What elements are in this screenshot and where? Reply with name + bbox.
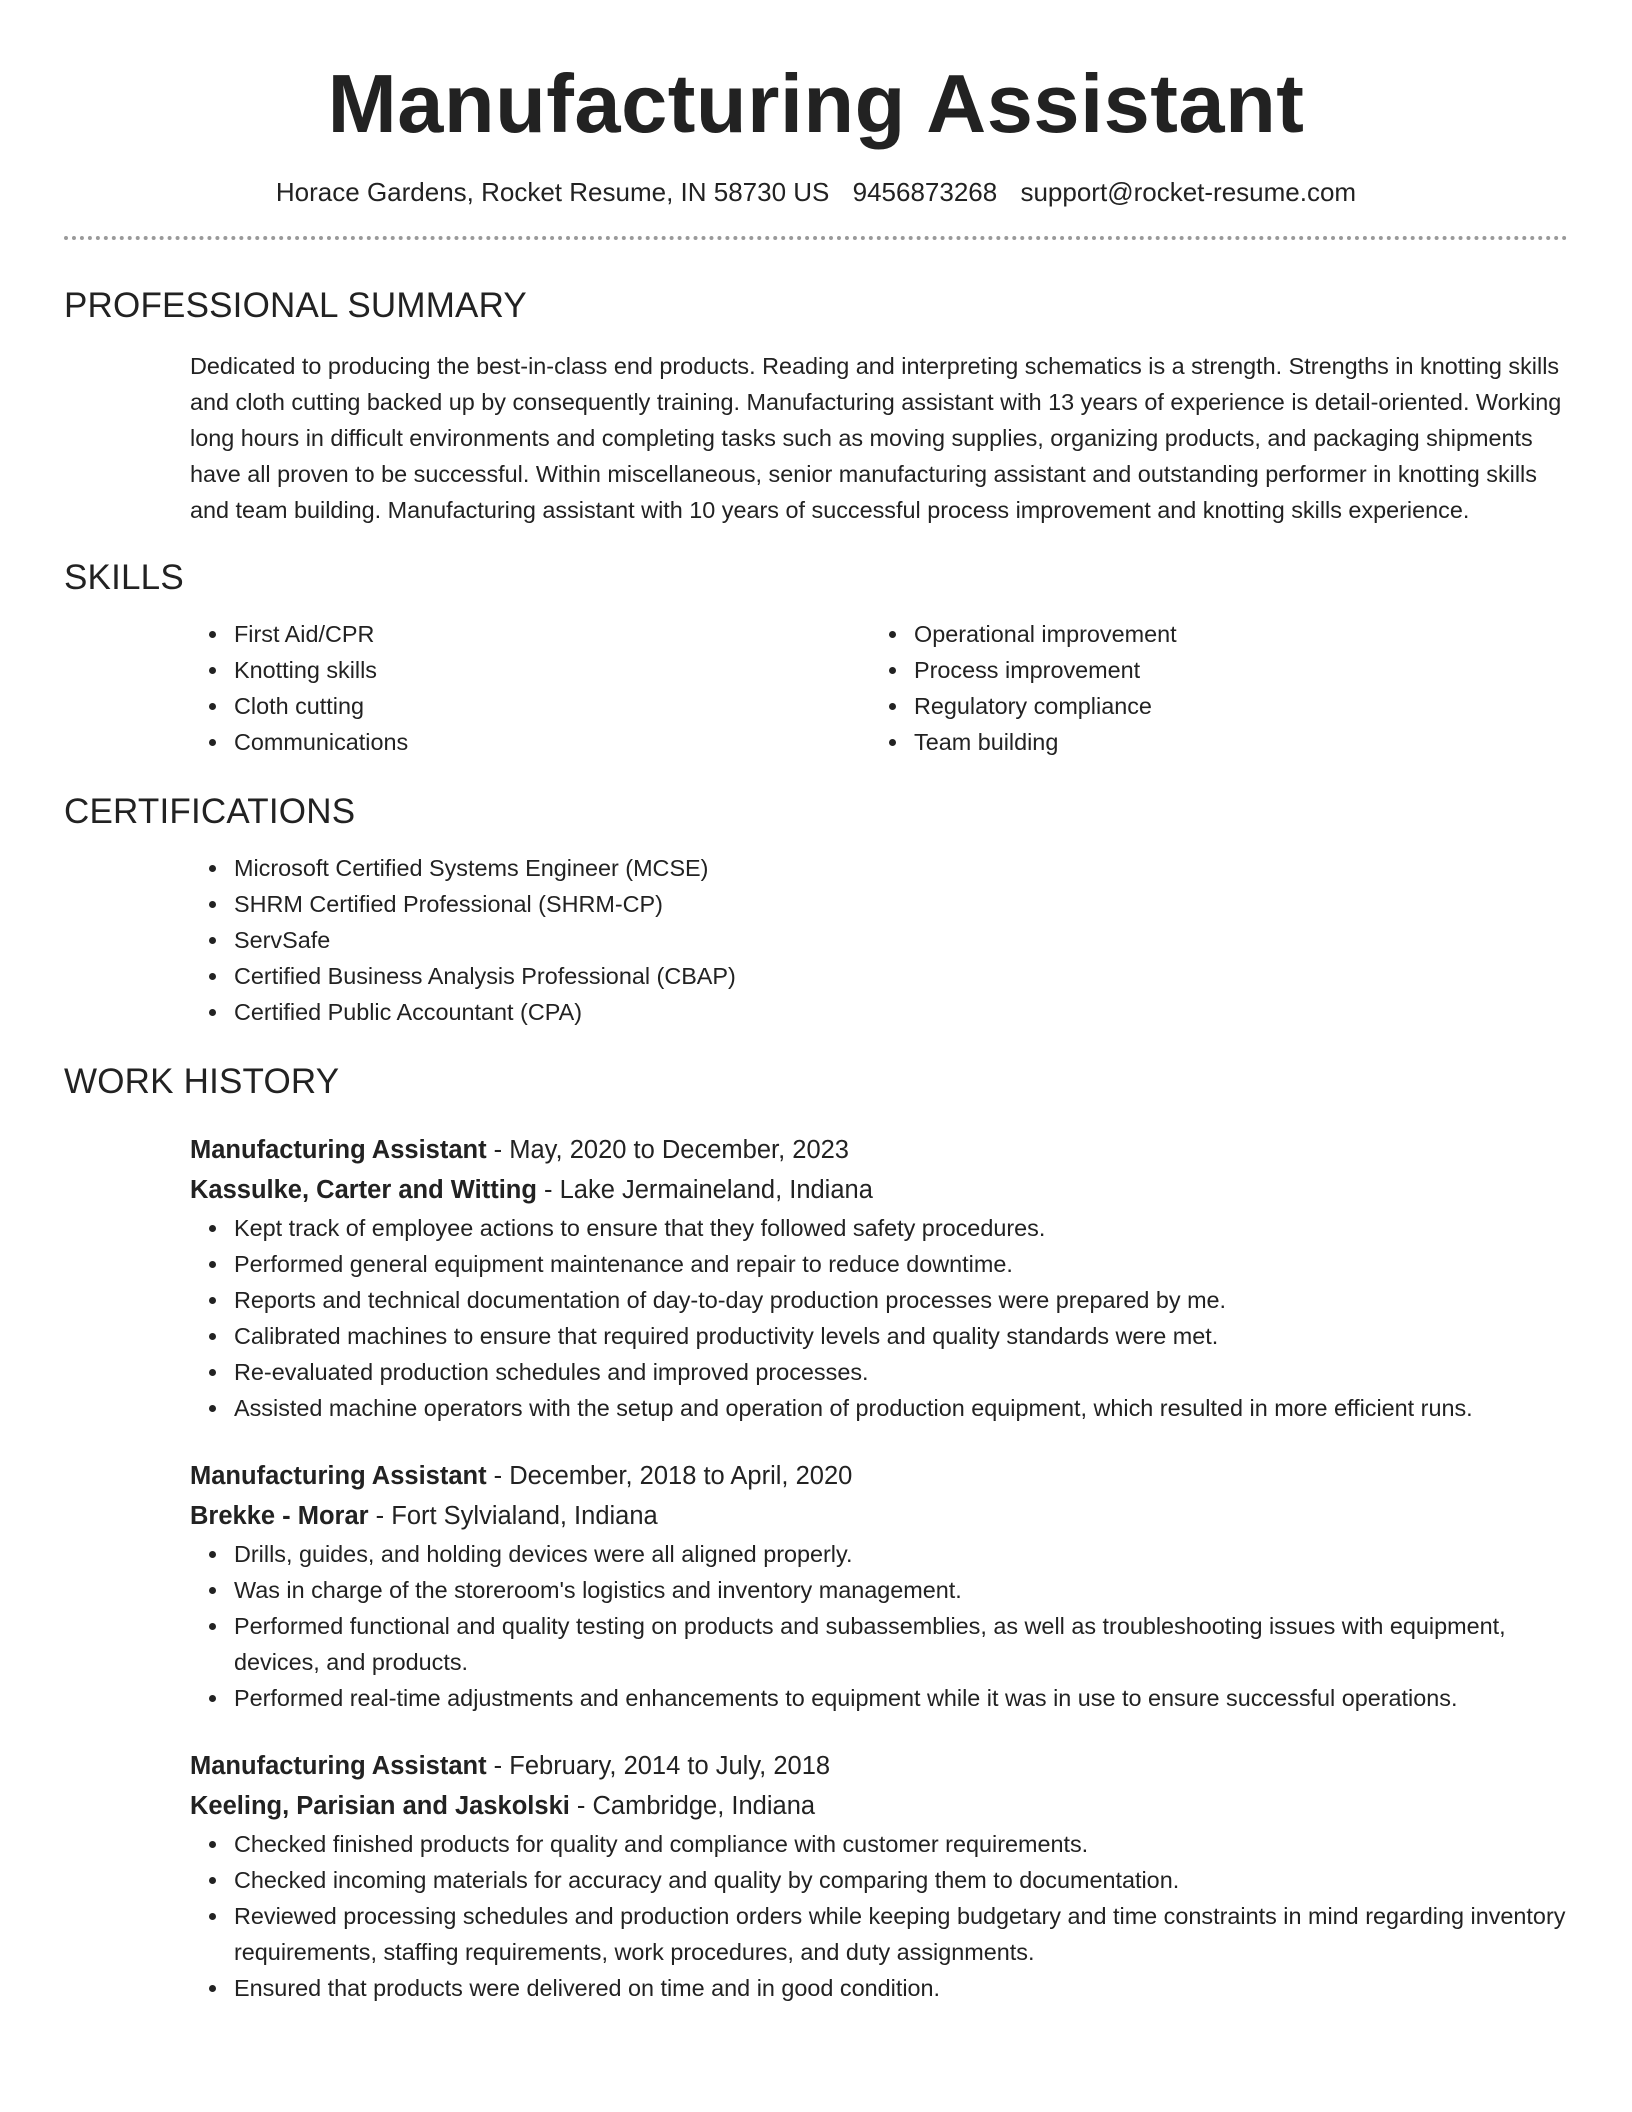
job-duty-item: Was in charge of the storeroom's logistics and inventory management. bbox=[234, 1572, 1568, 1608]
job-duty-item: Assisted machine operators with the setup and operation of production equipment, which resulted in more efficient runs. bbox=[234, 1390, 1568, 1426]
job-entry bbox=[64, 1130, 1568, 1426]
skills-column-left bbox=[190, 616, 870, 760]
section-title-work-history: WORK HISTORY bbox=[64, 1062, 340, 1101]
job-company-line bbox=[190, 1170, 1568, 1210]
skill-item: Process improvement bbox=[914, 652, 1550, 688]
job-duty-item: Ensured that products were delivered on time and in good condition. bbox=[234, 1970, 1568, 2006]
job-entry bbox=[64, 1746, 1568, 2006]
job-dates: - May, 2020 to December, 2023 bbox=[486, 1136, 849, 1164]
contact-address: Horace Gardens, Rocket Resume, IN 58730 US bbox=[275, 177, 830, 207]
job-duty-item: Checked incoming materials for accuracy and quality by comparing them to documentation. bbox=[234, 1862, 1568, 1898]
job-duty-item: Reviewed processing schedules and production orders while keeping budgetary and time constraints in mind regarding inventory requirements, staffing requirements, work procedures, and duty assignments. bbox=[234, 1898, 1568, 1970]
skill-item: Regulatory compliance bbox=[914, 688, 1550, 724]
skills-list-right bbox=[870, 616, 1550, 760]
job-duties-list bbox=[190, 1210, 1568, 1426]
skill-item: Team building bbox=[914, 724, 1550, 760]
job-company: Brekke - Morar bbox=[190, 1502, 369, 1530]
job-company-line bbox=[190, 1786, 1568, 1826]
skills-grid bbox=[64, 616, 1568, 760]
certification-item: Microsoft Certified Systems Engineer (MCSE) bbox=[234, 850, 1568, 886]
summary-text: Dedicated to producing the best-in-class end products. Reading and interpreting schematics is a strength. Strengths in knotting skills and cloth cutting backed up by consequently training. Manufacturing assistant with 13 years of experience is detail-oriented. Working long hours in difficult environments and completing tasks such as moving supplies, organizing products, and packaging shipments have all proven to be successful. Within miscellaneous, senior manufacturing assistant and outstanding performer in knotting skills and team building. Manufacturing assistant with 10 years of successful process improvement and knotting skills experience. bbox=[190, 353, 1562, 523]
job-duty-item: Kept track of employee actions to ensure that they followed safety procedures. bbox=[234, 1210, 1568, 1246]
job-entry bbox=[64, 1456, 1568, 1716]
skill-item: Cloth cutting bbox=[234, 688, 870, 724]
certification-item: Certified Business Analysis Professional (CBAP) bbox=[234, 958, 1568, 994]
certification-item: ServSafe bbox=[234, 922, 1568, 958]
job-duty-item: Drills, guides, and holding devices were all aligned properly. bbox=[234, 1536, 1568, 1572]
job-duty-item: Checked finished products for quality and compliance with customer requirements. bbox=[234, 1826, 1568, 1862]
contact-email: support@rocket-resume.com bbox=[1020, 177, 1357, 207]
job-location: - Fort Sylvialand, Indiana bbox=[368, 1502, 658, 1530]
certification-item: SHRM Certified Professional (SHRM-CP) bbox=[234, 886, 1568, 922]
contact-line bbox=[64, 176, 1568, 208]
resume-name: Manufacturing Assistant bbox=[327, 57, 1305, 150]
section-title-certifications: CERTIFICATIONS bbox=[64, 792, 356, 831]
job-duty-item: Performed real-time adjustments and enhancements to equipment while it was in use to ensure successful operations. bbox=[234, 1680, 1568, 1716]
job-company: Kassulke, Carter and Witting bbox=[190, 1176, 537, 1204]
section-title-summary: PROFESSIONAL SUMMARY bbox=[64, 286, 527, 325]
skills-column-right bbox=[870, 616, 1550, 760]
summary-section bbox=[64, 348, 1568, 528]
job-duty-item: Performed functional and quality testing on products and subassemblies, as well as troubleshooting issues with equipment, devices, and products. bbox=[234, 1608, 1568, 1680]
skill-item: First Aid/CPR bbox=[234, 616, 870, 652]
contact-phone: 9456873268 bbox=[852, 177, 998, 207]
section-title-skills: SKILLS bbox=[64, 558, 184, 597]
job-company-line bbox=[190, 1496, 1568, 1536]
job-dates: - February, 2014 to July, 2018 bbox=[486, 1752, 831, 1780]
job-duties-list bbox=[190, 1826, 1568, 2006]
header-divider bbox=[64, 236, 1568, 240]
job-duty-item: Re-evaluated production schedules and improved processes. bbox=[234, 1354, 1568, 1390]
job-role: Manufacturing Assistant bbox=[190, 1136, 487, 1164]
job-company: Keeling, Parisian and Jaskolski bbox=[190, 1792, 570, 1820]
job-duty-item: Calibrated machines to ensure that required productivity levels and quality standards were met. bbox=[234, 1318, 1568, 1354]
certification-item: Certified Public Accountant (CPA) bbox=[234, 994, 1568, 1030]
job-dates: - December, 2018 to April, 2020 bbox=[486, 1462, 853, 1490]
job-role: Manufacturing Assistant bbox=[190, 1752, 487, 1780]
job-duty-item: Performed general equipment maintenance and repair to reduce downtime. bbox=[234, 1246, 1568, 1282]
job-duties-list bbox=[190, 1536, 1568, 1716]
job-title-line bbox=[190, 1456, 1568, 1496]
certifications-list bbox=[190, 850, 1568, 1030]
skills-list-left bbox=[190, 616, 870, 760]
skill-item: Operational improvement bbox=[914, 616, 1550, 652]
job-location: - Lake Jermaineland, Indiana bbox=[536, 1176, 873, 1204]
certifications-section bbox=[64, 850, 1568, 1030]
skill-item: Knotting skills bbox=[234, 652, 870, 688]
job-location: - Cambridge, Indiana bbox=[569, 1792, 816, 1820]
skill-item: Communications bbox=[234, 724, 870, 760]
job-title-line bbox=[190, 1746, 1568, 1786]
job-duty-item: Reports and technical documentation of day-to-day production processes were prepared by me. bbox=[234, 1282, 1568, 1318]
job-title-line bbox=[190, 1130, 1568, 1170]
job-role: Manufacturing Assistant bbox=[190, 1462, 487, 1490]
